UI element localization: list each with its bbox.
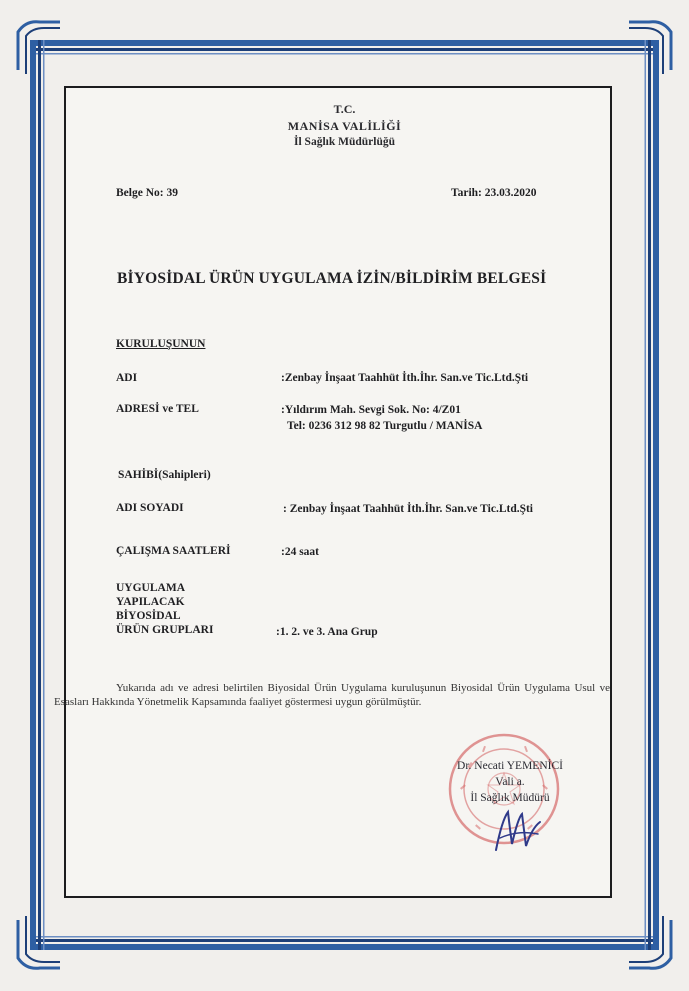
field-label-groups-3: BİYOSİDAL	[116, 610, 181, 622]
field-label-groups-2: YAPILACAK	[116, 596, 185, 608]
handwritten-signature-icon	[488, 800, 548, 860]
field-label-name: ADI	[116, 372, 138, 384]
field-label-address: ADRESİ ve TEL	[116, 403, 199, 415]
page-title: BİYOSİDAL ÜRÜN UYGULAMA İZİN/BİLDİRİM BELGESİ	[117, 270, 547, 287]
document-number: Belge No: 39	[116, 187, 178, 199]
signature-title-1: Vali a.	[495, 776, 525, 788]
document-date: Tarih: 23.03.2020	[451, 187, 537, 199]
field-label-owner-name: ADI SOYADI	[116, 502, 184, 514]
field-label-groups-4: ÜRÜN GRUPLARI	[116, 624, 214, 636]
field-label-owner: SAHİBİ(Sahipleri)	[118, 469, 211, 481]
field-value-address: :Yıldırım Mah. Sevgi Sok. No: 4/Z01	[281, 404, 461, 416]
approval-paragraph: Yukarıda adı ve adresi belirtilen Biyosidal Ürün Uygulama kuruluşunun Biyosidal Ürün Uygulama Usul ve Esasları Hakkında Yönetmelik Kapsamında faaliyet göstermesi uygun görülmüştür.	[54, 682, 610, 708]
section-heading: KURULUŞUNUN	[116, 338, 206, 350]
field-value-name: :Zenbay İnşaat Taahhüt İth.İhr. San.ve Tic.Ltd.Şti	[281, 372, 529, 384]
field-value-working-hours: :24 saat	[281, 546, 320, 558]
field-value-groups: :1. 2. ve 3. Ana Grup	[276, 626, 378, 638]
field-label-working-hours: ÇALIŞMA SAATLERİ	[116, 545, 231, 557]
header-province: MANİSA VALİLİĞİ	[287, 119, 402, 133]
signature-name: Dr. Necati YEMENİCİ	[457, 760, 563, 772]
field-value-owner-name: : Zenbay İnşaat Taahhüt İth.İhr. San.ve Tic.Ltd.Şti	[283, 503, 534, 515]
signature-title-2: İl Sağlık Müdürü	[470, 792, 550, 804]
header-tc: T.C.	[333, 102, 356, 116]
header-directorate: İl Sağlık Müdürlüğü	[294, 136, 395, 148]
field-label-groups-1: UYGULAMA	[116, 582, 185, 594]
field-value-phone: Tel: 0236 312 98 82 Turgutlu / MANİSA	[287, 420, 483, 432]
